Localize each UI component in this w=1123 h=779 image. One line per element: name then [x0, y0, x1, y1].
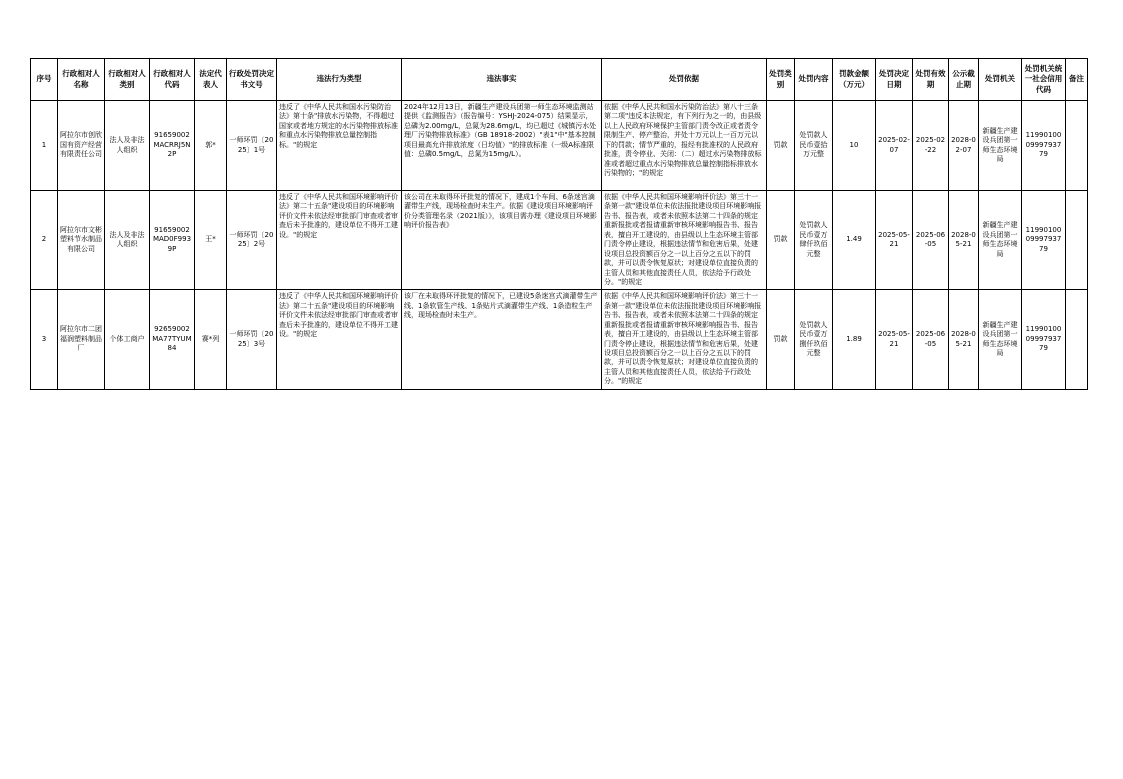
cell-valid-period: 2025-02-22 — [913, 101, 949, 191]
column-header-penalty-authority: 处罚机关 — [979, 59, 1022, 101]
column-header-entity-name: 行政相对人名称 — [58, 59, 105, 101]
cell-decision-date: 2025-05-21 — [876, 191, 913, 290]
cell-fine-amount: 1.89 — [833, 290, 876, 389]
cell-publicity-deadline: 2028-02-07 — [949, 101, 979, 191]
cell-authority-credit-code: 119901000999793779 — [1022, 191, 1066, 290]
column-header-entity-code: 行政相对人代码 — [150, 59, 195, 101]
cell-doc-number: 一师环罚〔2025〕2号 — [227, 191, 277, 290]
table-row-3 — [31, 290, 1088, 389]
column-header-publicity-deadline: 公示截止期 — [949, 59, 979, 101]
cell-publicity-deadline: 2028-05-21 — [949, 290, 979, 389]
column-header-illegal-facts: 违法事实 — [402, 59, 602, 101]
cell-illegal-facts: 该厂在未取得环评批复的情况下，已建设5条迷宫式滴灌带生产线、1条软管生产线、1条贴片式滴灌带生产线、1条造粒生产线，现场检查时未生产。 — [402, 290, 602, 389]
column-header-legal-rep: 法定代表人 — [195, 59, 227, 101]
cell-entity-type: 个体工商户 — [105, 290, 150, 389]
column-header-penalty-basis: 处罚依据 — [602, 59, 767, 101]
cell-decision-date: 2025-02-07 — [876, 101, 913, 191]
cell-entity-code: 91659002MAD0F9939P — [150, 191, 195, 290]
cell-fine-amount: 1.49 — [833, 191, 876, 290]
cell-illegal-facts: 该公司在未取得环评批复的情况下，建成1个车间、6条迷宫滴灌带生产线，现场检查时未生产。依据《建设项目环境影响评价分类管理名录（2021版）》，该项目需办理《建设项目环境影响评价报告表》 — [402, 191, 602, 290]
cell-entity-type: 法人及非法人组织 — [105, 191, 150, 290]
table-row-1 — [31, 101, 1088, 191]
cell-entity-name: 阿拉尔市创欣国有资产经营有限责任公司 — [58, 101, 105, 191]
cell-publicity-deadline: 2028-05-21 — [949, 191, 979, 290]
cell-entity-code: 92659002MA77TYUM84 — [150, 290, 195, 389]
cell-penalty-basis: 依据《中华人民共和国环境影响评价法》第三十一条第一款"建设单位未依法报批建设项目环境影响报告书、报告表，或者未依照本法第二十四条的规定重新报批或者报请重新审核环境影响报告书、报告表，擅自开工建设的，由县级以上生态环境主管部门责令停止建设，根据违法情节和危害后果，处建设项目总投资额百分之一以上百分之五以下的罚款，并可以责令恢复原状；对建设单位直接负责的主管人员和其他直接责任人员，依法给予行政处分。"的规定 — [602, 191, 767, 290]
cell-valid-period: 2025-06-05 — [913, 191, 949, 290]
cell-authority-credit-code: 119901000999793779 — [1022, 290, 1066, 389]
cell-penalty-basis: 依据《中华人民共和国环境影响评价法》第三十一条第一款"建设单位未依法报批建设项目环境影响报告书、报告表，或者未依照本法第二十四条的规定重新报批或者报请重新审核环境影响报告书、报告表，擅自开工建设的，由县级以上生态环境主管部门责令停止建设，根据违法情节和危害后果，处建设项目总投资额百分之一以上百分之五以下的罚款，并可以责令恢复原状；对建设单位直接负责的主管人员和其他直接责任人员，依法给予行政处分。"的规定 — [602, 290, 767, 389]
cell-legal-rep: 王* — [195, 191, 227, 290]
cell-violation-type: 违反了《中华人民共和国环境影响评价法》第二十五条"建设项目的环境影响评价文件未依法经审批部门审查或者审查后未予批准的，建设单位不得开工建设。"的规定 — [277, 191, 402, 290]
column-header-doc-number: 行政处罚决定书文号 — [227, 59, 277, 101]
header-row — [31, 59, 1088, 101]
cell-remark — [1066, 101, 1088, 191]
cell-fine-amount: 10 — [833, 101, 876, 191]
cell-penalty-content: 处罚款人民币壹万肆仟玖佰元整 — [795, 191, 833, 290]
cell-penalty-category: 罚款 — [767, 290, 795, 389]
cell-penalty-authority: 新疆生产建设兵团第一师生态环境局 — [979, 101, 1022, 191]
cell-penalty-basis: 依据《中华人民共和国水污染防治法》第八十三条第二项"违反本法规定，有下列行为之一的，由县级以上人民政府环境保护主管部门责令改正或者责令限制生产、停产整治，并处十万元以上一百万元以下的罚款；情节严重的，报经有批准权的人民政府批准，责令停业、关闭：（二）超过水污染物排放标准或者超过重点水污染物排放总量控制指标排放水污染物的；"的规定 — [602, 101, 767, 191]
column-header-remark: 备注 — [1066, 59, 1088, 101]
cell-valid-period: 2025-06-05 — [913, 290, 949, 389]
column-header-violation-type: 违法行为类型 — [277, 59, 402, 101]
column-header-seq: 序号 — [31, 59, 58, 101]
column-header-decision-date: 处罚决定日期 — [876, 59, 913, 101]
cell-doc-number: 一师环罚〔2025〕3号 — [227, 290, 277, 389]
table-row-2 — [31, 191, 1088, 290]
cell-remark — [1066, 191, 1088, 290]
cell-remark — [1066, 290, 1088, 389]
cell-violation-type: 违反了《中华人民共和国环境影响评价法》第二十五条"建设项目的环境影响评价文件未依法经审批部门审查或者审查后未予批准的，建设单位不得开工建设。"的规定 — [277, 290, 402, 389]
column-header-entity-type: 行政相对人类别 — [105, 59, 150, 101]
cell-illegal-facts: 2024年12月13日，新疆生产建设兵团第一师生态环境监测站提供《监测报告》（报告编号：YSHJ-2024-075）结果显示，总磷为2.00mg/L，总氮为28.6mg/L，均已超过《城镇污水处理厂污染物排放标准》（GB 18918-2002）"表1"中"基本控制项目最高允许排放浓度（日均值）"的排放标准（一级A标准限值：总磷0.5mg/L，总氮为15mg/L）。 — [402, 101, 602, 191]
cell-penalty-authority: 新疆生产建设兵团第一师生态环境局 — [979, 290, 1022, 389]
cell-entity-type: 法人及非法人组织 — [105, 101, 150, 191]
cell-legal-rep: 赛*列 — [195, 290, 227, 389]
cell-entity-code: 91659002MACRRJ5N2P — [150, 101, 195, 191]
cell-penalty-authority: 新疆生产建设兵团第一师生态环境局 — [979, 191, 1022, 290]
cell-decision-date: 2025-05-21 — [876, 290, 913, 389]
column-header-valid-period: 处罚有效期 — [913, 59, 949, 101]
cell-penalty-category: 罚款 — [767, 101, 795, 191]
cell-legal-rep: 郭* — [195, 101, 227, 191]
cell-entity-name: 阿拉尔市文彬塑料节水制品有限公司 — [58, 191, 105, 290]
cell-authority-credit-code: 119901000999793779 — [1022, 101, 1066, 191]
cell-seq: 1 — [31, 101, 58, 191]
cell-seq: 3 — [31, 290, 58, 389]
cell-doc-number: 一师环罚〔2025〕1号 — [227, 101, 277, 191]
cell-penalty-category: 罚款 — [767, 191, 795, 290]
cell-penalty-content: 处罚款人民币壹万捌仟玖佰元整 — [795, 290, 833, 389]
column-header-penalty-category: 处罚类别 — [767, 59, 795, 101]
penalty-table — [30, 58, 1088, 390]
column-header-fine-amount: 罚款金额（万元） — [833, 59, 876, 101]
column-header-penalty-content: 处罚内容 — [795, 59, 833, 101]
column-header-authority-credit-code: 处罚机关统一社会信用代码 — [1022, 59, 1066, 101]
cell-entity-name: 阿拉尔市二团福润塑料制品厂 — [58, 290, 105, 389]
cell-penalty-content: 处罚款人民币壹拾万元整 — [795, 101, 833, 191]
cell-violation-type: 违反了《中华人民共和国水污染防治法》第十条"排放水污染物，不得超过国家或者地方规定的水污染物排放标准和重点水污染物排放总量控制指标。"的规定 — [277, 101, 402, 191]
cell-seq: 2 — [31, 191, 58, 290]
